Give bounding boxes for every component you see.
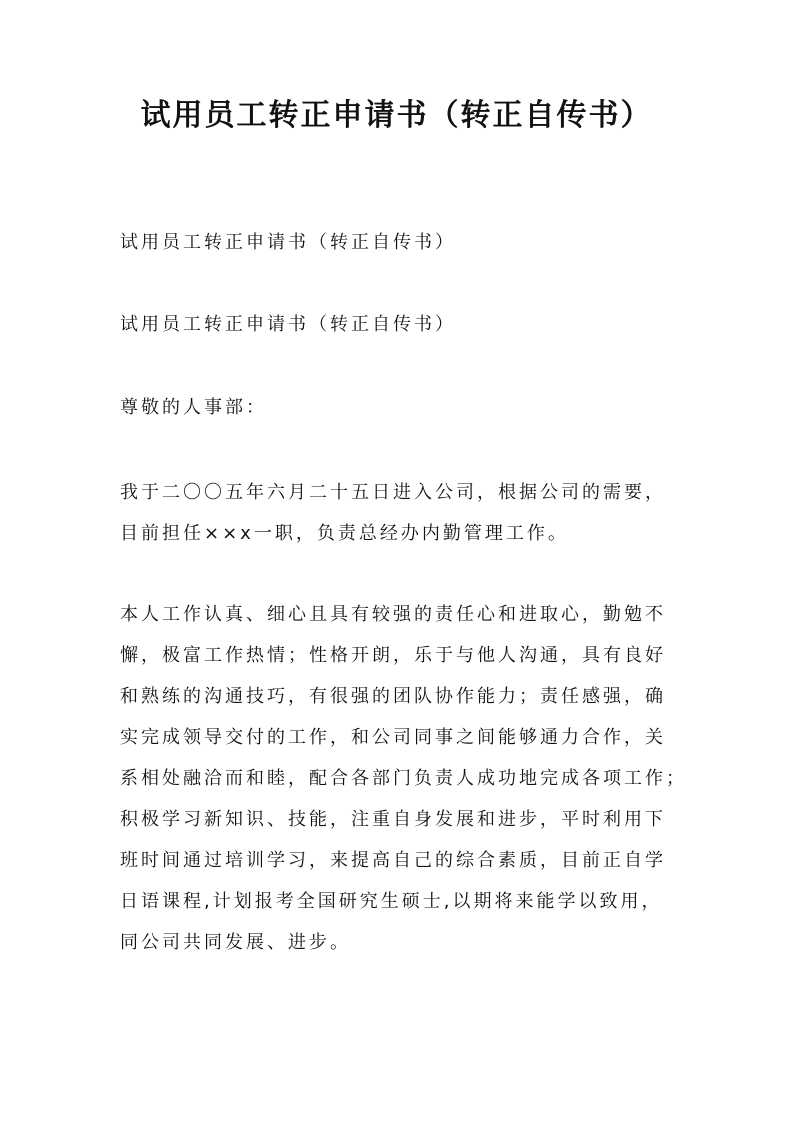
document-subtitle-2: 试用员工转正申请书（转正自传书） [120, 314, 456, 335]
paragraph-1-line: 我于二〇〇五年六月二十五日进入公司，根据公司的需要， [120, 482, 666, 503]
paragraph-1 [120, 472, 680, 554]
document-subtitle-1: 试用员工转正申请书（转正自传书） [120, 232, 456, 253]
salutation: 尊敬的人事部： [120, 397, 267, 418]
paragraph-2-line: 同公司共同发展、进步。 [120, 932, 351, 953]
paragraph-2-line: 班时间通过培训学习，来提高自己的综合素质，目前正自学 [120, 850, 666, 871]
document-title: 试用员工转正申请书（转正自传书） [140, 98, 653, 133]
paragraph-1-line: 目前担任××x一职，负责总经办内勤管理工作。 [120, 523, 569, 544]
paragraph-2-line: 本人工作认真、细心且具有较强的责任心和进取心，勤勉不 [120, 604, 666, 625]
paragraph-2-line: 懈，极富工作热情；性格开朗，乐于与他人沟通，具有良好 [120, 645, 666, 666]
paragraph-2-line: 系相处融洽而和睦，配合各部门负责人成功地完成各项工作； [120, 768, 687, 789]
paragraph-2 [120, 594, 687, 963]
paragraph-2-line: 实完成领导交付的工作，和公司同事之间能够通力合作，关 [120, 727, 666, 748]
paragraph-2-line: 和熟练的沟通技巧，有很强的团队协作能力；责任感强，确 [120, 686, 666, 707]
paragraph-2-line: 积极学习新知识、技能，注重自身发展和进步，平时利用下 [120, 809, 666, 830]
paragraph-2-line: 日语课程,计划报考全国研究生硕士,以期将来能学以致用， [120, 891, 663, 912]
